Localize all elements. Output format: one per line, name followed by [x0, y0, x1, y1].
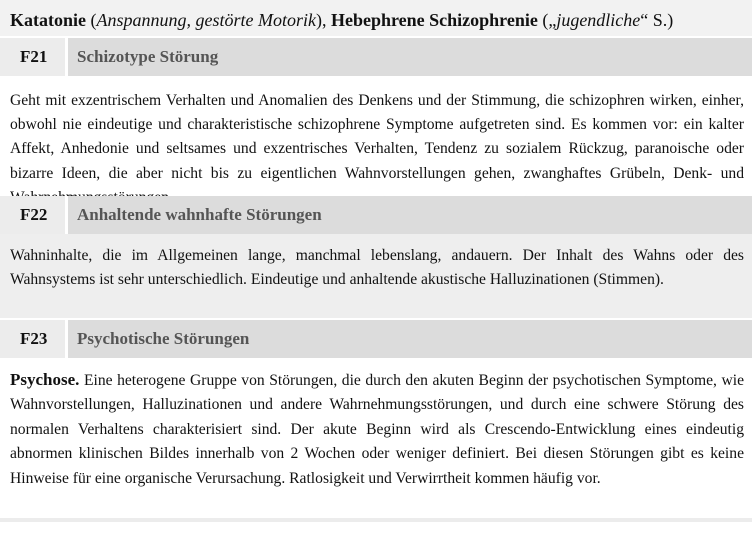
section-header-f22 [0, 196, 752, 234]
section-title: Anhaltende wahnhafte Störungen [68, 196, 752, 234]
section-code: F21 [0, 38, 68, 76]
section-text: Eine heterogene Gruppe von Störungen, die durch den akuten Beginn der psychotischen Symptome, wie Wahnvorstellungen, Halluzinationen und andere Wahrnehmungsstörungen, und durch eine schwere Störung des normalen Verhaltens charakterisiert sind. Der akute Beginn wird als Crescendo-Entwicklung eines eindeutig abnormen klinischen Bildes innerhalb von 2 Wochen oder weniger definiert. Bei diesen Störungen gibt es keine Hinweise für eine organische Verursachung. Ratlosigkeit und Verwirrtheit kommen häufig vor. [10, 372, 744, 487]
intro-paren-open-2: („ [537, 10, 557, 30]
intro-paren-close-2: “ S.) [640, 10, 674, 30]
intro-row [0, 0, 752, 38]
intro-paren-open-1: ( [86, 10, 97, 30]
intro-term-katatonie: Katatonie [10, 10, 86, 30]
section-code: F22 [0, 196, 68, 234]
section-text: Geht mit exzentrischem Verhalten und Anomalien des Denkens und der Stimmung, die schizophren wirken, einher, obwohl nie eindeutige und charakteristische schizophrene Symptome aufgetreten sind. Es kommen vor: ein kalter Affekt, Anhedonie und seltsames und exzentrisches Verhalten, Tendenz zu sozialem Rückzug, paranoische oder bizarre Ideen, die aber nicht bis zu eigentlichen Wahnvorstellungen gehen, zwanghaftes Grübeln, Denk- und [10, 92, 744, 182]
section-description-f22 [0, 234, 752, 320]
next-row-edge [0, 518, 752, 522]
section-title: Schizotype Störung [68, 38, 752, 76]
section-lead-term: Psychose. [10, 370, 80, 389]
section-title: Psychotische Störungen [68, 320, 752, 358]
section-text: Wahninhalte, die im Allgemeinen lange, manchmal lebenslang, andauern. Der Inhalt des Wahns oder des Wahnsystems ist sehr unterschiedlich. Eindeutige und anhaltende akustische Halluzinationen (Stimmen). [10, 247, 744, 289]
section-header-f23 [0, 320, 752, 358]
intro-note-katatonie: Anspannung, gestörte Motorik [96, 10, 316, 30]
section-description-f21 [0, 76, 752, 196]
section-description-f23 [0, 358, 752, 518]
intro-paren-close-1: ), [315, 10, 331, 30]
intro-note-hebephrene: jugendliche [556, 10, 641, 30]
section-header-f21 [0, 38, 752, 76]
intro-term-hebephrene: Hebephrene Schizophrenie [330, 10, 538, 30]
section-code: F23 [0, 320, 68, 358]
